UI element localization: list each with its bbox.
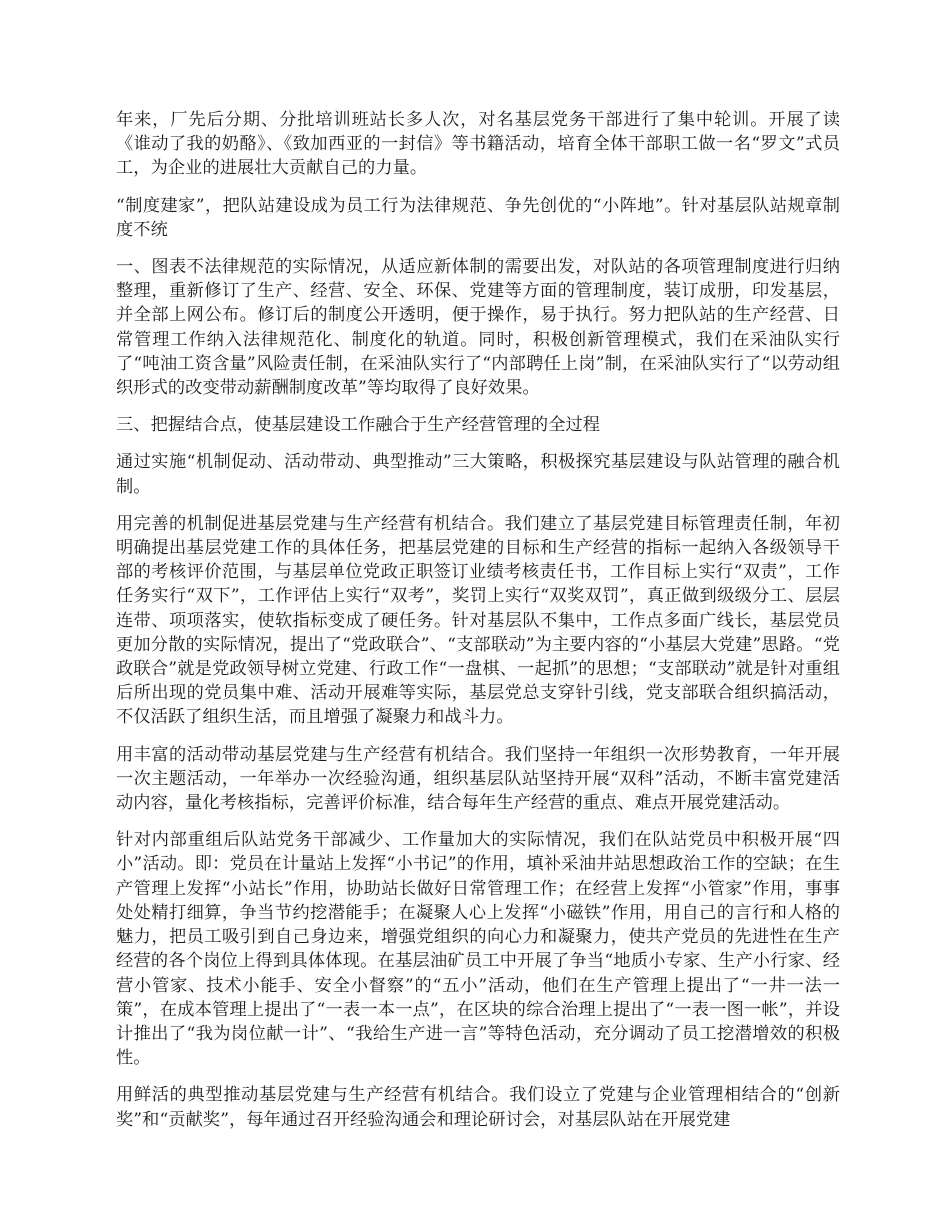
paragraph-mechanism: 用完善的机制促进基层党建与生产经营有机结合。我们建立了基层党建目标管理责任制，年初明确提出基层党建工作的具体任务，把基层党建的目标和生产经营的指标一起纳入各级领导干部的考核评价范围，与基层单位党政正职签订业绩考核责任书，工作目标上实行“双责”，工作任务实行“双下”，工作评估上实行“双考”，奖罚上实行“双奖双罚”，真正做到级级分工、层层连带、项项落实，使软指标变成了硬任务。针对基层队不集中，工作点多面广线长，基层党员更加分散的实际情况，提出了“党政联合”、“支部联动”为主要内容的“小基层大党建”思路。“党政联合”就是党政领导树立党建、行政工作“一盘棋、一起抓”的思想；“支部联动”就是针对重组后所出现的党员集中难、活动开展难等实际，基层党总支穿针引线，党支部联合组织搞活动，不仅活跃了组织生活，而且增强了凝聚力和战斗力。 [116, 513, 840, 728]
paragraph-system-building: “制度建家”，把队站建设成为员工行为法律规范、争先创优的“小阵地”。针对基层队站规章制度不统 [116, 195, 840, 240]
section-heading-three: 三、把握结合点，使基层建设工作融合于生产经营管理的全过程 [116, 415, 601, 436]
paragraph-four-small: 针对内部重组后队站党务干部减少、工作量加大的实际情况，我们在队站党员中积极开展“四小”活动。即：党员在计量站上发挥“小书记”的作用，填补采油井站思想政治工作的空缺；在生产管理上发挥“小站长”作用，协助站长做好日常管理工作；在经营上发挥“小管家”作用，事事处处精打细算，争当节约挖潜能手；在凝聚人心上发挥“小磁铁”作用，用自己的言行和人格的魅力，把员工吸引到自己身边来，增强党组织的向心力和凝聚力，使共产党员的先进性在生产经营的各个岗位上得到具体体现。在基层油矿员工中开展了争当“地质小专家、生产小行家、经营小管家、技术小能手、安全小督察”的“五小”活动，他们在生产管理上提出了“一井一法一策”，在成本管理上提出了“一表一本一点”，在区块的综合治理上提出了“一表一图一帐”，并设计推出了“我为岗位献一计”、“我给生产进一言”等特色活动，充分调动了员工挖潜增效的积极性。 [116, 830, 840, 1069]
paragraph-three-strategies: 通过实施“机制促动、活动带动、典型推动”三大策略，积极探究基层建设与队站管理的融合机制。 [116, 452, 840, 497]
paragraph-activities: 用丰富的活动带动基层党建与生产经营有机结合。我们坚持一年组织一次形势教育，一年开展一次主题活动，一年举办一次经验沟通，组织基层队站坚持开展“双科”活动，不断丰富党建活动内容，量化考核指标，完善评价标准，结合每年生产经营的重点、难点开展党建活动。 [116, 744, 840, 814]
document-page [116, 108, 840, 1145]
paragraph-training: 年来，厂先后分期、分批培训班站长多人次，对名基层党务干部进行了集中轮训。开展了读《谁动了我的奶酪》、《致加西亚的一封信》等书籍活动，培育全体干部职工做一名“罗文”式员工，为企业的进展壮大贡献自己的力量。 [116, 110, 840, 179]
paragraph-typical-models: 用鲜活的典型推动基层党建与生产经营有机结合。我们设立了党建与企业管理相结合的“创新奖”和“贡献奖”，每年通过召开经验沟通会和理论研讨会，对基层队站在开展党建 [116, 1085, 840, 1130]
paragraph-management-rules: 一、图表不法律规范的实际情况，从适应新体制的需要出发，对队站的各项管理制度进行归纳整理，重新修订了生产、经营、安全、环保、党建等方面的管理制度，装订成册，印发基层，并全部上网公布。修订后的制度公开透明，便于操作，易于执行。努力把队站的生产经营、日常管理工作纳入法律规范化、制度化的轨道。同时，积极创新管理模式，我们在采油队实行了“吨油工资含量”风险责任制，在采油队实行了“内部聘任上岗”制，在采油队实行了“以劳动组织形式的改变带动薪酬制度改革”等均取得了良好效果。 [116, 257, 840, 399]
